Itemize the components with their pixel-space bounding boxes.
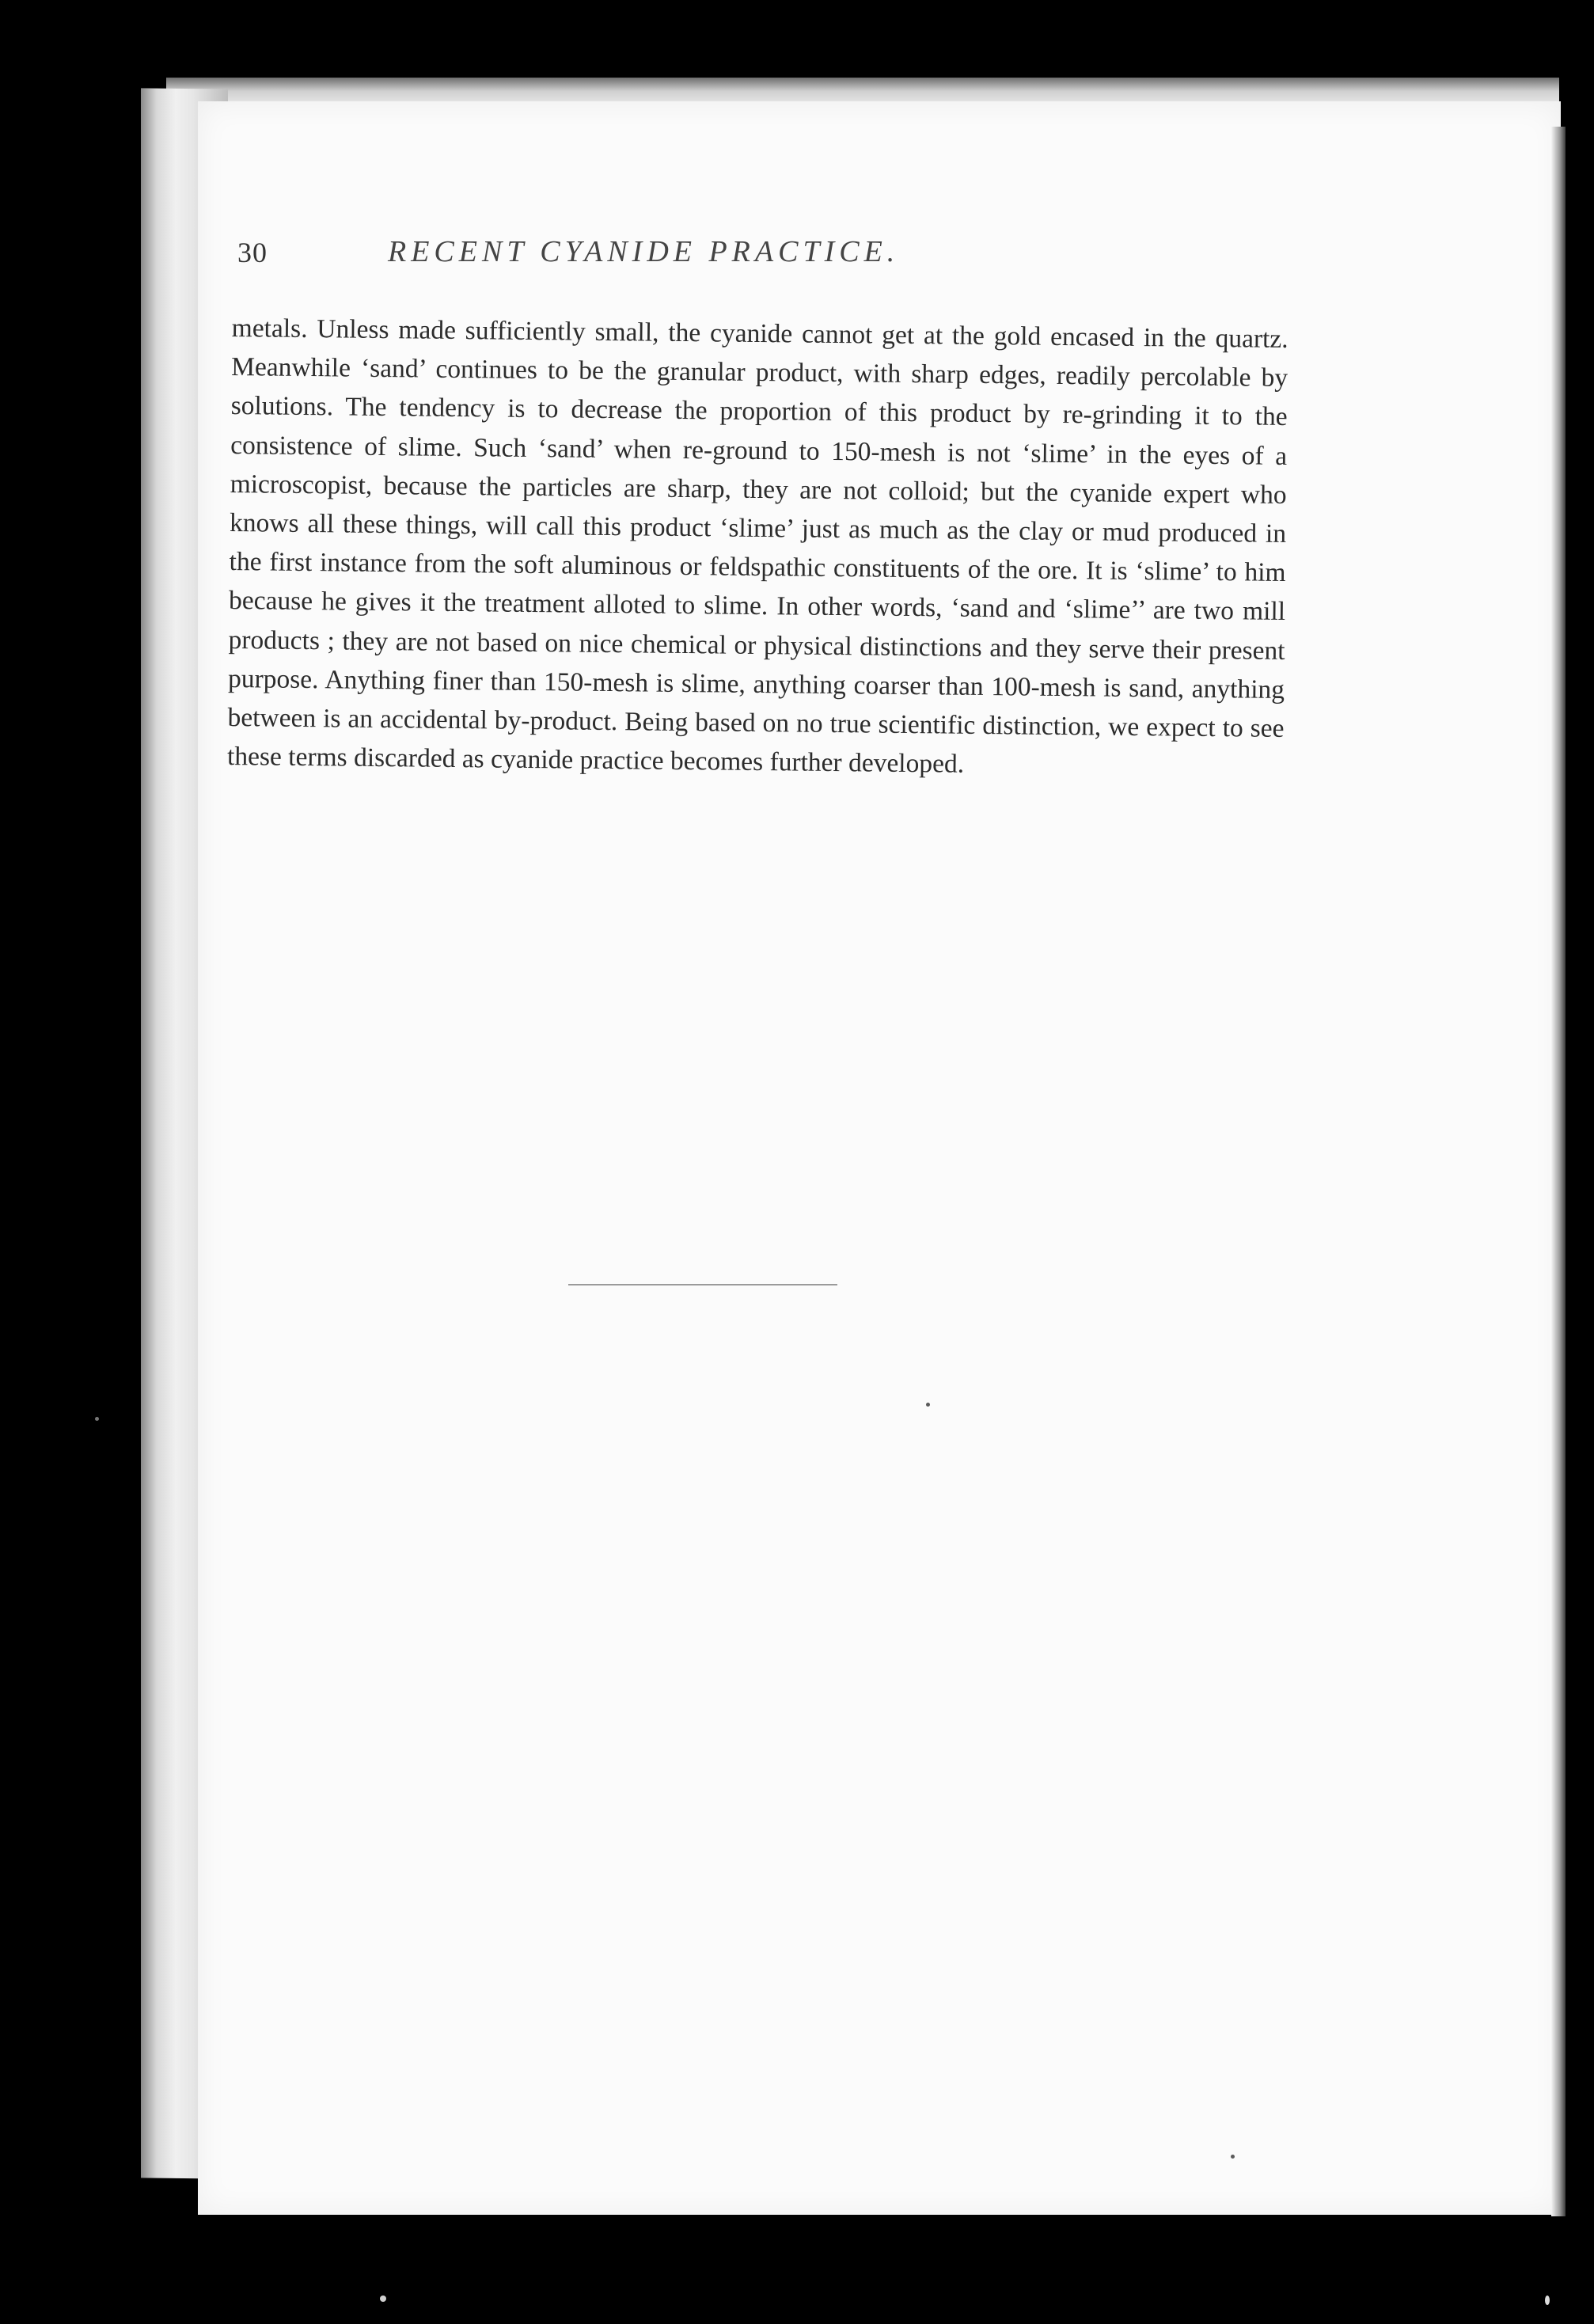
ink-speck xyxy=(1545,2296,1550,2305)
ink-speck xyxy=(926,1403,930,1407)
body-text xyxy=(227,309,1288,787)
running-title: RECENT CYANIDE PRACTICE. xyxy=(388,235,900,268)
end-rule xyxy=(568,1284,837,1285)
ink-speck xyxy=(380,2296,386,2302)
page-number: 30 xyxy=(237,237,268,268)
body-paragraph: metals. Unless made sufficiently small, the cyanide cannot get at the gold encased in the quartz. Meanwhile ‘sand’ continues to be the granular product, with sharp edges, readily percolable by solutions. The tendency is to decrease the proportion of this product by re-grinding it to the consistence of slime. Such ‘sand’ when re-ground to 150-mesh is not ‘slime’ in the eyes of a microscopist, because the particles are sharp, they are not colloid; but the cyanide expert who knows all these things, will call this product ‘slime’ just as much as the clay or mud produced in the first instance from the soft aluminous or feldspathic constituents of the ore. It is ‘slime’ to him because he gives it the treatment alloted to slime. In other words, ‘sand and ‘slime’’ are two mill products ; they are not based on nice chemical or physical distinctions and they serve their present purpose. Anything finer than 150-mesh is slime, anything coarser than 100-mesh is sand, anything between is an accidental by-product. Being based on no true scientific distinction, we expect to see these terms discarded as cyanide practice becomes further developed. xyxy=(226,313,1288,779)
book-right-edge xyxy=(1551,127,1566,2216)
ink-speck xyxy=(95,1417,99,1421)
ink-speck xyxy=(1231,2155,1235,2159)
page-header xyxy=(237,230,1282,285)
